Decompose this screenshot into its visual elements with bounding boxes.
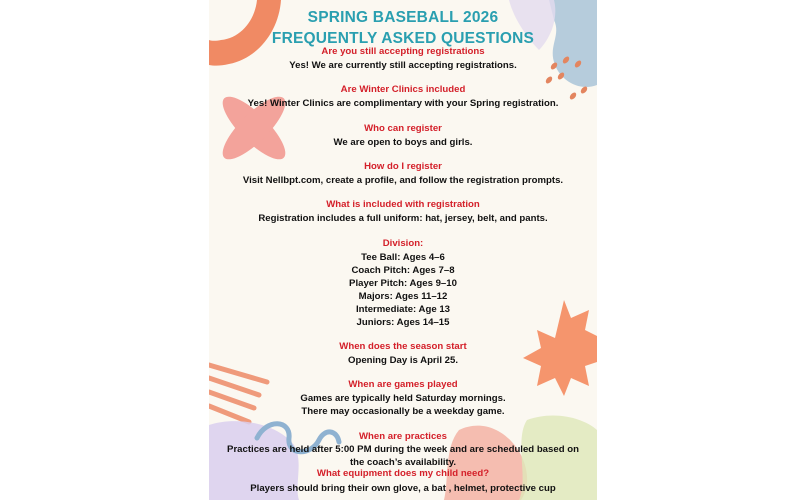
division-item: Player Pitch: Ages 9–10	[349, 278, 457, 289]
faq-answer: Visit Nellbpt.com, create a profile, and follow the registration prompts.	[242, 175, 564, 186]
faq-answer: Practices are held after 5:00 PM during the week and are scheduled based on	[227, 444, 579, 455]
faq-answer: the coach’s availability.	[349, 457, 457, 468]
faq-answer: Opening Day is April 25.	[348, 355, 458, 366]
division-item: Juniors: Ages 14–15	[356, 317, 450, 328]
faq-flyer	[209, 0, 597, 500]
faq-question: Division:	[382, 238, 424, 249]
faq-answer: There may occasionally be a weekday game.	[301, 406, 505, 417]
faq-question: What is included with registration	[326, 199, 480, 210]
faq-answer: Yes! We are currently still accepting registrations.	[289, 60, 517, 71]
faq-question: Who can register	[364, 123, 442, 134]
faq-question: When does the season start	[339, 341, 467, 352]
division-item: Majors: Ages 11–12	[358, 291, 448, 302]
faq-answer: Registration includes a full uniform: hat, jersey, belt, and pants.	[258, 213, 548, 224]
faq-question: How do I register	[364, 161, 442, 172]
faq-question: Are Winter Clinics included	[340, 84, 466, 95]
flyer-subtitle: FREQUENTLY ASKED QUESTIONS	[271, 30, 535, 47]
faq-question: Are you still accepting registrations	[321, 46, 485, 57]
faq-question: When are games played	[348, 379, 458, 390]
division-item: Coach Pitch: Ages 7–8	[351, 265, 455, 276]
flyer-title: SPRING BASEBALL 2026	[307, 9, 499, 26]
faq-answer: Players should bring their own glove, a bat , helmet, protective cup	[250, 483, 556, 494]
faq-question: When are practices	[359, 431, 447, 442]
division-item: Tee Ball: Ages 4–6	[361, 252, 445, 263]
faq-content	[209, 0, 597, 500]
faq-answer: We are open to boys and girls.	[333, 137, 473, 148]
faq-answer: Games are typically held Saturday mornings.	[300, 393, 506, 404]
division-item: Intermediate: Age 13	[355, 304, 450, 315]
faq-answer: Yes! Winter Clinics are complimentary with your Spring registration.	[247, 98, 559, 109]
faq-question: What equipment does my child need?	[316, 468, 490, 479]
